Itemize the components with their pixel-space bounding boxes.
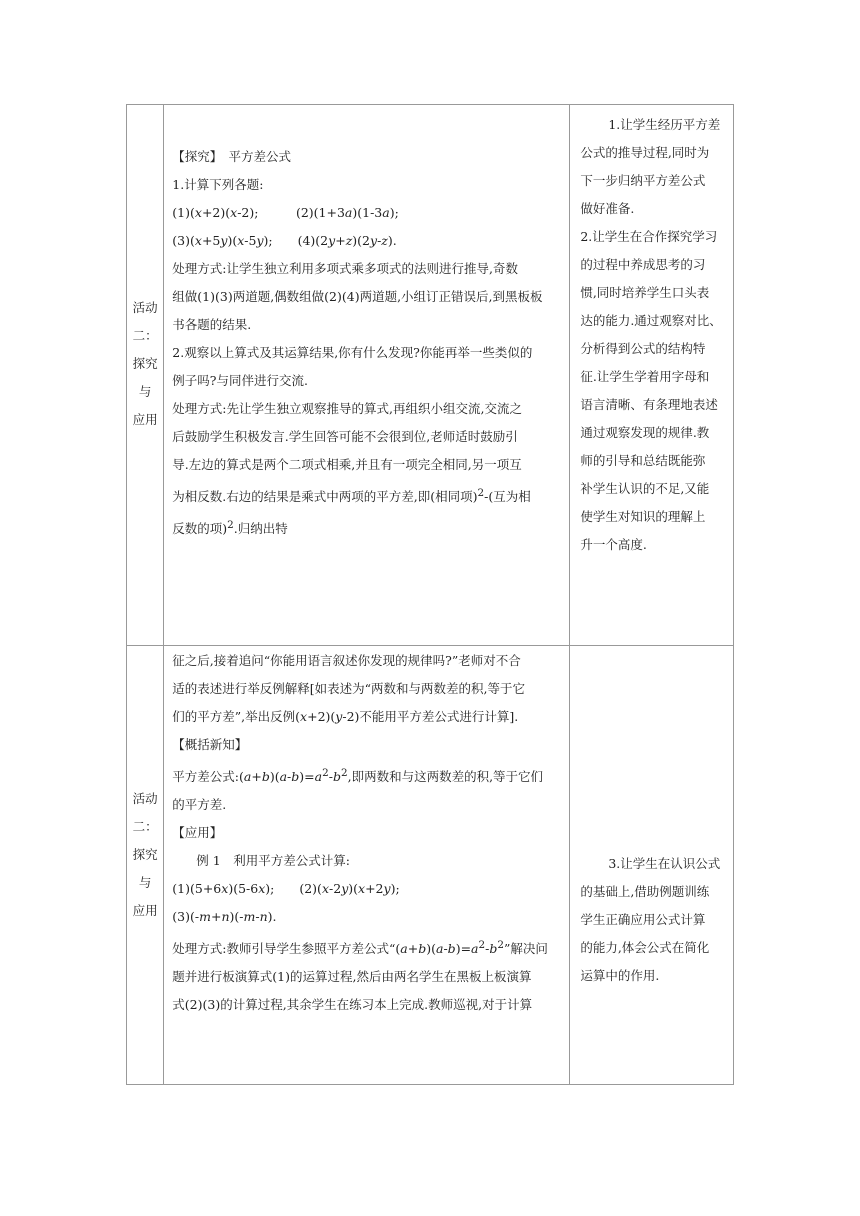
content-line: 书各题的结果.: [172, 317, 252, 332]
section-heading: 【概括新知】: [172, 737, 248, 752]
content-line: 适的表述进行举反例解释[如表述为“两数和与两数差的积,等于它: [172, 681, 526, 696]
note-line: 补学生认识的不足,又能: [580, 481, 710, 496]
example-title: 例 1 利用平方差公式计算:: [196, 853, 350, 869]
note-line: 3.让学生在认识公式: [608, 856, 721, 871]
note-line: 2.让学生在合作探究学习: [580, 229, 718, 244]
content-line: 题并进行板演算式(1)的运算过程,然后由两名学生在黑板上板演算: [172, 969, 532, 985]
note-line: 升一个高度.: [580, 537, 647, 552]
note-line: 公式的推导过程,同时为: [580, 145, 710, 160]
content-line: 处理方式:先让学生独立观察推导的算式,再组织小组交流,交流之: [172, 401, 522, 416]
content-line: 的平方差.: [172, 797, 227, 813]
exercise-line: (3)(-m+n)(-m-n).: [172, 909, 277, 925]
note-line: 征.让学生学着用字母和: [580, 369, 710, 384]
section-heading: 【探究】 平方差公式: [172, 149, 292, 164]
exercise-line: (3)(x+5y)(x-5y); (4)(2y+z)(2y-z).: [172, 233, 397, 248]
content-line: 导.左边的算式是两个二项式相乘,并且有一项完全相同,另一项互: [172, 457, 522, 472]
content-line: 例子吗?与同伴进行交流.: [172, 373, 308, 388]
note-line: 语言清晰、有条理地表述: [580, 397, 718, 412]
design-intent-cell: [570, 646, 734, 1085]
formula-line: 平方差公式$:(a+b)(a-b)=a^2-b^2$,即两数和与这两数差的积,等于它们: [172, 767, 544, 785]
table-row: [127, 646, 734, 1085]
content-line: 式(2)(3)的计算过程,其余学生在练习本上完成.教师巡视,对于计算: [172, 997, 533, 1013]
note-line: 的过程中养成思考的习: [580, 257, 706, 272]
note-line: 达的能力.通过观察对比、: [580, 313, 722, 328]
content-line: 后鼓励学生积极发言.学生回答可能不会很到位,老师适时鼓励引: [172, 429, 518, 444]
note-line: 的基础上,借助例题训练: [580, 884, 710, 899]
content-line: 为相反数.右边的结果是乘式中两项的平方差,即(相同项)$^2$-(互为相: [172, 487, 531, 505]
content-line: 1.计算下列各题:: [172, 177, 264, 192]
note-line: 通过观察发现的规律.教: [580, 425, 710, 440]
content-line: 2.观察以上算式及其运算结果,你有什么发现?你能再举一些类似的: [172, 345, 533, 360]
note-line: 学生正确应用公式计算: [580, 912, 706, 927]
note-line: 分析得到公式的结构特: [580, 341, 706, 356]
note-line: 1.让学生经历平方差: [608, 117, 721, 132]
content-line: 征之后,接着追问“你能用语言叙述你发现的规律吗?”老师对不合: [172, 653, 521, 668]
note-line: 下一步归纳平方差公式: [580, 173, 706, 188]
activity-label: 活动 二： 探究 与 应用: [132, 791, 158, 918]
lesson-plan-table: [126, 104, 734, 1085]
activity-label-cell: [127, 105, 164, 646]
design-intent-cell: [570, 105, 734, 646]
section-heading: 【应用】: [172, 825, 223, 841]
table-row: [127, 105, 734, 646]
exercise-line: (1)(5+6x)(5-6x); (2)(x-2y)(x+2y);: [172, 881, 400, 897]
content-line: 们的平方差”,举出反例(x+2)(y-2)不能用平方差公式进行计算].: [172, 709, 519, 724]
activity-label: 活动 二： 探究 与 应用: [132, 300, 158, 427]
content-line: 处理方式:让学生独立利用多项式乘多项式的法则进行推导,奇数: [172, 261, 518, 276]
activity-label-cell: [127, 646, 164, 1085]
note-line: 运算中的作用.: [580, 968, 660, 983]
content-line: 反数的项)$^2$.归纳出特: [172, 519, 288, 537]
activity-content-cell: [164, 105, 570, 646]
note-line: 的能力,体会公式在简化: [580, 940, 710, 955]
exercise-line: (1)(x+2)(x-2); (2)(1+3a)(1-3a);: [172, 205, 399, 220]
note-line: 使学生对知识的理解上: [580, 509, 706, 524]
activity-content-cell: [164, 646, 570, 1085]
note-line: 师的引导和总结既能弥: [580, 453, 706, 468]
note-line: 惯,同时培养学生口头表: [580, 285, 710, 300]
content-line: 处理方式:教师引导学生参照平方差公式“$(a+b)(a-b)=a^2-b^2$”解决问: [172, 939, 548, 957]
note-line: 做好准备.: [580, 201, 635, 216]
content-line: 组做(1)(3)两道题,偶数组做(2)(4)两道题,小组订正错误后,到黑板板: [172, 289, 543, 304]
